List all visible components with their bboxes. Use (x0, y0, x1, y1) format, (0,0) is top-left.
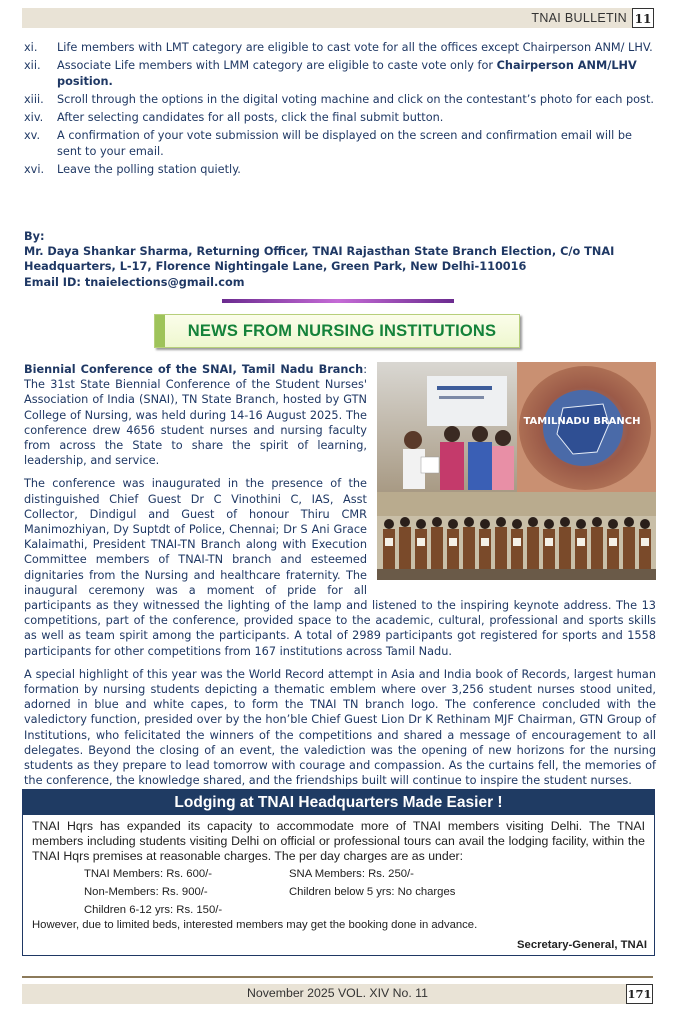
footer-rule (22, 976, 653, 978)
footer-bar (22, 984, 653, 1004)
header-page-number: 11 (632, 8, 654, 28)
lodging-notice-box (22, 789, 655, 956)
list-item-text: Scroll through the options in the digital voting machine and click on the contestant’s photo for each post. (57, 92, 654, 106)
bulletin-title: TNAI BULLETIN (531, 11, 627, 25)
voting-instructions-list (24, 40, 656, 180)
list-item-number: xiv. (24, 111, 44, 125)
returning-officer-block (24, 229, 656, 290)
section-divider (222, 299, 454, 303)
news-section-banner (154, 314, 520, 348)
list-item (24, 92, 656, 107)
lodging-intro: TNAI Hqrs has expanded its capacity to accommodate more of TNAI members visiting Delhi. The TNAI members including students visiting Delhi on official or professional tours can avail the lodging facility, within the TNAI Hqrs premises at reasonable charges. The per day charges are as under: (32, 819, 645, 863)
list-item (24, 40, 656, 55)
list-item-number: xv. (24, 129, 41, 143)
rate-non-members: Non-Members: Rs. 900/- (84, 886, 208, 898)
rate-sna-members: SNA Members: Rs. 250/- (289, 868, 414, 880)
list-item-number: xiii. (24, 92, 44, 106)
news-paragraph-1-text: : The 31st State Biennial Conference of the Student Nurses' Association of India (SNAI), TN State Branch, hosted by GTN College of Nursing, was held during 14-16 August 2025. The conference drew 4656 student nurses and nursing faculty from across the State to share the spirit of learning, leadership, and service. (24, 363, 367, 468)
list-item-bold-text: Chairperson ANM/LHV position. (57, 59, 637, 88)
lodging-signatory: Secretary-General, TNAI (517, 939, 647, 951)
list-item-text: A confirmation of your vote submission will be displayed on the screen and confirmation email will be sent to your email. (57, 129, 632, 158)
footer-page-number: 171 (626, 984, 653, 1004)
news-article (24, 362, 656, 796)
list-item-text: Associate Life members with LMM category are eligible to caste vote only for (57, 59, 497, 73)
list-item (24, 58, 656, 89)
conference-photo-collage (377, 362, 656, 580)
officer-email: Email ID: tnaielections@gmail.com (24, 275, 245, 289)
news-section-title: NEWS FROM NURSING INSTITUTIONS (187, 322, 497, 340)
list-item-text: After selecting candidates for all posts, click the final submit button. (57, 111, 444, 125)
list-item (24, 110, 656, 125)
footer-issue: November 2025 VOL. XIV No. 11 (247, 986, 428, 1000)
news-lead-title: Biennial Conference of the SNAI, Tamil Nadu Branch (24, 363, 364, 376)
by-label: By: (24, 230, 45, 243)
list-item (24, 162, 656, 177)
list-item-text: Leave the polling station quietly. (57, 163, 241, 177)
lodging-booking-note: However, due to limited beds, interested members may get the booking done in advance. (32, 919, 478, 931)
rate-tnai-members: TNAI Members: Rs. 600/- (84, 868, 213, 880)
conference-photo-illustration (377, 362, 656, 580)
list-item-number: xii. (24, 59, 41, 73)
lodging-title: Lodging at TNAI Headquarters Made Easier ! (23, 790, 654, 815)
rate-children-6-12: Children 6-12 yrs: Rs. 150/- (84, 904, 223, 916)
lodging-rates (23, 864, 654, 918)
rate-children-below-5: Children below 5 yrs: No charges (289, 886, 456, 898)
list-item-text: Life members with LMT category are eligible to cast vote for all the offices except Chairperson ANM/ LHV. (57, 41, 653, 54)
list-item-number: xi. (24, 41, 38, 54)
news-paragraph-3: A special highlight of this year was the World Record attempt in Asia and India book of Records, largest human formation by nursing students depicting a thematic emblem where over 3,256 student nurses stood united, adorned in blue and white capes, to form the TNAI TN branch logo. The conference concluded with the valedictory function, presided over by the hon’ble Chief Guest Lion Dr K Rethinam MJF Chairman, GTN Group of Institutions, who felicitated the winners of the competitions and shared a message of encouragement to all delegates. Beyond the closing of an event, the valediction was the opening of new horizons for the nursing students as they prepare to lead tomorrow with courage and compassion. As the curtains fell, the memories of the conference, the knowledge shared, and the friendships built will continue to inspire the student nurses. (24, 667, 656, 788)
photo-formation-text: TAMILNADU BRANCH (523, 416, 641, 427)
list-item-number: xvi. (24, 163, 45, 177)
officer-details: Mr. Daya Shankar Sharma, Returning Officer, TNAI Rajasthan State Branch Election, C/o TNAI Headquarters, L-17, Florence Nightingale Lane, Green Park, New Delhi-110016 (24, 245, 615, 274)
news-paragraph-2: The conference was inaugurated in the presence of the distinguished Chief Guest Dr C Vinothini C, IAS, Asst Collector, Dindigul and Guest of honour Thiru CMR Manimozhiyan, Dy Suptdt of Police, Chennai; Dr S Ani Grace Kalaimathi, President TNAI-TN Branch along with Execution Committee members of TNAI-TN branch and esteemed dignitaries from the Nursing and healthcare fraternity. The inaugural ceremony was a moment of pride for all participants as they witnessed the lighting of the lamp and listened to the inspiring keynote address. The 13 competitions, part of the conference, provided space to the academic, cultural, professional and sports skills as well as team spirit among the participants. A total of 2989 participants got registered for sports and 1558 participants for other competitions from 167 institutions across Tamil Nadu. (24, 477, 656, 658)
list-item (24, 128, 656, 159)
banner-accent-stripe (155, 315, 165, 347)
